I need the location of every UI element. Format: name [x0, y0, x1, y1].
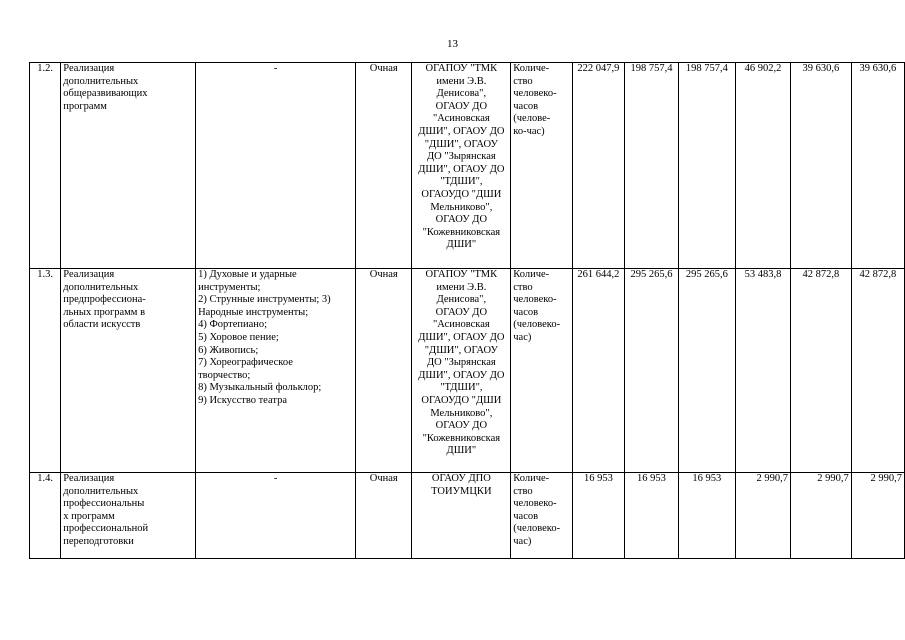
row-number: 1.3.	[30, 269, 61, 473]
value-cell: 53 483,8	[735, 269, 790, 473]
table-row	[30, 63, 905, 269]
education-form: Очная	[356, 473, 412, 559]
program-name: Реализация дополнительных профессиональны х программ профессиональной переподготовки	[61, 473, 196, 559]
organization-list: ОГАОУ ДПО ТОИУМЦКИ	[412, 473, 511, 559]
value-cell: 295 265,6	[678, 269, 735, 473]
services-table	[29, 62, 905, 559]
value-cell: 39 630,6	[791, 63, 852, 269]
unit-of-measure: Количе- ство человеко- часов (человеко- час)	[511, 473, 572, 559]
value-cell: 2 990,7	[851, 473, 904, 559]
value-cell: 198 757,4	[625, 63, 679, 269]
value-cell: 46 902,2	[735, 63, 790, 269]
education-form: Очная	[356, 269, 412, 473]
value-cell: 198 757,4	[678, 63, 735, 269]
value-cell: 16 953	[678, 473, 735, 559]
row-number: 1.4.	[30, 473, 61, 559]
value-cell: 261 644,2	[572, 269, 625, 473]
table-row	[30, 473, 905, 559]
value-cell: 295 265,6	[625, 269, 679, 473]
program-specialization: -	[196, 63, 356, 269]
value-cell: 16 953	[572, 473, 625, 559]
unit-of-measure: Количе- ство человеко- часов (челове- ко-час)	[511, 63, 572, 269]
value-cell: 16 953	[625, 473, 679, 559]
page-number: 13	[447, 38, 458, 50]
value-cell: 42 872,8	[791, 269, 852, 473]
row-number: 1.2.	[30, 63, 61, 269]
value-cell: 2 990,7	[735, 473, 790, 559]
education-form: Очная	[356, 63, 412, 269]
program-name: Реализация дополнительных общеразвивающих программ	[61, 63, 196, 269]
organization-list: ОГАПОУ "ТМК имени Э.В. Денисова", ОГАОУ ДО "Асиновская ДШИ", ОГАОУ ДО "ДШИ", ОГАОУ ДО "Зырянская ДШИ", ОГАОУ ДО "ТДШИ", ОГАОУДО "ДШИ Мельниково", ОГАОУ ДО "Кожевниковская ДШИ"	[412, 269, 511, 473]
value-cell: 2 990,7	[791, 473, 852, 559]
organization-list: ОГАПОУ "ТМК имени Э.В. Денисова", ОГАОУ ДО "Асиновская ДШИ", ОГАОУ ДО "ДШИ", ОГАОУ ДО "Зырянская ДШИ", ОГАОУ ДО "ТДШИ", ОГАОУДО "ДШИ Мельниково", ОГАОУ ДО "Кожевниковская ДШИ"	[412, 63, 511, 269]
program-specialization: 1) Духовые и ударные инструменты; 2) Струнные инструменты; 3) Народные инструменты; 4) Фортепиано; 5) Хоровое пение; 6) Живопись; 7) Хореографическое творчество; 8) Музыкальный фольклор; 9) Искусство театра	[196, 269, 356, 473]
unit-of-measure: Количе- ство человеко- часов (человеко- час)	[511, 269, 572, 473]
table-row	[30, 269, 905, 473]
value-cell: 42 872,8	[851, 269, 904, 473]
value-cell: 222 047,9	[572, 63, 625, 269]
value-cell: 39 630,6	[851, 63, 904, 269]
program-name: Реализация дополнительных предпрофессиона- льных программ в области искусств	[61, 269, 196, 473]
program-specialization: -	[196, 473, 356, 559]
